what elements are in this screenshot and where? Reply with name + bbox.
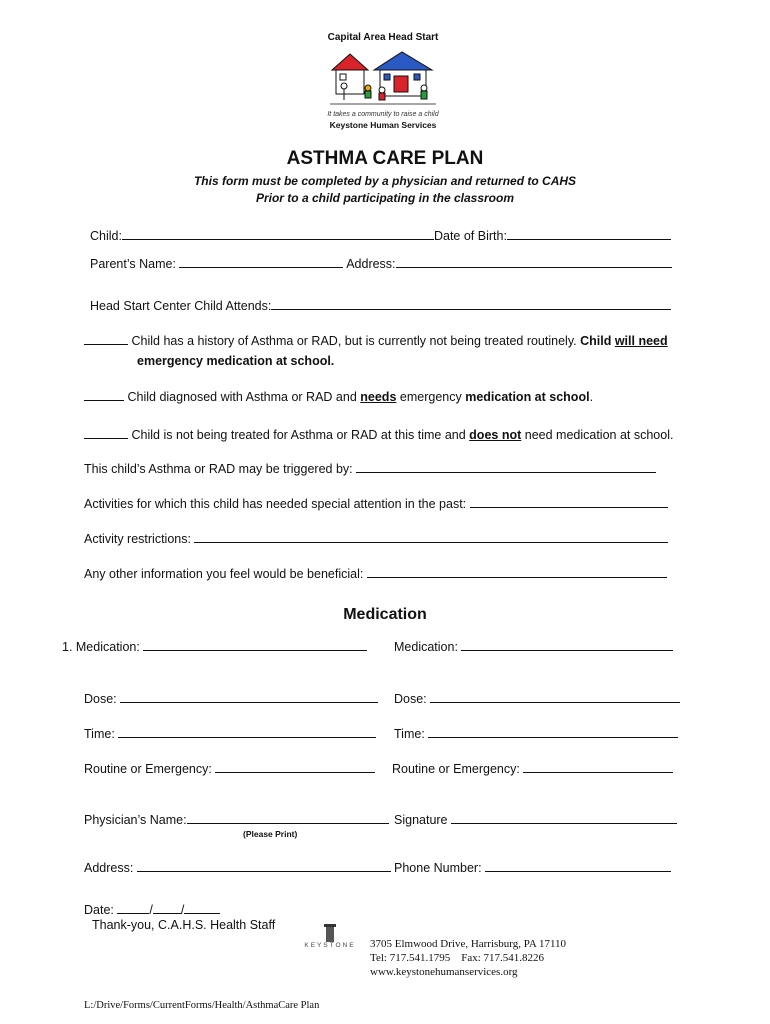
file-path: L:/Drive/Forms/CurrentForms/Health/AsthmaCare Plan <box>84 1000 320 1011</box>
trigger-row <box>84 461 656 477</box>
center-row <box>90 298 671 314</box>
other-field[interactable] <box>367 566 667 578</box>
option-2 <box>84 389 593 405</box>
option-2-medication: medication at school <box>465 390 590 404</box>
keystone-logo <box>298 922 362 962</box>
dob-field[interactable] <box>507 228 671 240</box>
activities-field[interactable] <box>470 496 668 508</box>
activities-row <box>84 496 668 512</box>
phone-label: Phone Number: <box>394 861 482 875</box>
time1-field[interactable] <box>118 726 376 738</box>
option-3-does-not: does not <box>469 428 522 442</box>
address-field[interactable] <box>396 256 672 268</box>
option-1-cont <box>137 354 334 369</box>
med1-field[interactable] <box>143 639 367 651</box>
option-2-check[interactable] <box>84 389 124 401</box>
date-row: Date: / / <box>84 902 220 918</box>
parent-label: Parent’s Name: <box>90 257 176 271</box>
option-3 <box>84 427 673 443</box>
med1-label: 1. Medication: <box>62 640 140 654</box>
subtitle-2: Prior to a child participating in the classroom <box>255 191 515 205</box>
parent-row <box>90 256 672 272</box>
restrictions-row <box>84 531 668 547</box>
option-2-emergency: emergency <box>399 390 462 404</box>
option-3-text: Child is not being treated for Asthma or RAD at this time and <box>131 428 466 442</box>
med2-field[interactable] <box>461 639 673 651</box>
option-3-end: need medication at school. <box>524 428 674 442</box>
dose1-row <box>84 691 378 707</box>
option-2-text: Child diagnosed with Asthma or RAD and <box>127 390 357 404</box>
time2-label: Time: <box>394 727 425 741</box>
center-field[interactable] <box>271 298 671 310</box>
logo-title: Capital Area Head Start <box>327 32 439 43</box>
time2-row <box>394 726 678 742</box>
parent-field[interactable] <box>179 256 343 268</box>
medication-heading: Medication <box>343 606 427 623</box>
option-1-text: Child has a history of Asthma or RAD, but is currently not being treated routinely. <box>131 334 577 348</box>
center-label: Head Start Center Child Attends: <box>90 299 272 313</box>
dob-label: Date of Birth: <box>433 229 507 243</box>
routine1-row <box>84 761 375 777</box>
phone-field[interactable] <box>485 860 671 872</box>
med2-row <box>394 639 673 655</box>
date-year-field[interactable] <box>184 902 220 914</box>
logo-org: Keystone Human Services <box>329 120 437 130</box>
routine1-field[interactable] <box>215 761 375 773</box>
dose2-row <box>394 691 680 707</box>
phone-row <box>394 860 671 876</box>
date-day-field[interactable] <box>153 902 181 914</box>
dose1-label: Dose: <box>84 692 117 706</box>
dose2-field[interactable] <box>430 691 680 703</box>
option-3-check[interactable] <box>84 427 128 439</box>
date-label: Date: <box>84 903 114 917</box>
med2-label: Medication: <box>394 640 458 654</box>
routine2-label: Routine or Emergency: <box>392 762 520 776</box>
time1-row <box>84 726 376 742</box>
option-1 <box>84 333 668 349</box>
physician-address-row <box>84 860 391 876</box>
physician-label: Physician’s Name: <box>84 813 187 827</box>
footer-addr-2: Tel: 717.541.1795 Fax: 717.541.8226 <box>370 952 545 964</box>
option-1-child: Child <box>580 334 612 348</box>
child-field[interactable] <box>122 228 434 240</box>
option-2-period: . <box>589 390 594 404</box>
routine2-row <box>392 761 673 777</box>
houses-illustration-icon <box>328 46 440 110</box>
physician-address-field[interactable] <box>137 860 391 872</box>
please-print-note: (Please Print) <box>243 829 298 839</box>
child-label: Child: <box>90 229 122 243</box>
footer-address <box>370 937 566 979</box>
physician-row <box>84 812 389 828</box>
dose2-label: Dose: <box>394 692 427 706</box>
signature-field[interactable] <box>451 812 677 824</box>
time1-label: Time: <box>84 727 115 741</box>
med1-row <box>62 639 367 655</box>
date-month-field[interactable] <box>117 902 149 914</box>
activities-label: Activities for which this child has needed special attention in the past: <box>84 497 467 511</box>
signature-label: Signature <box>394 813 448 827</box>
capital-area-head-start-logo <box>318 32 448 132</box>
option-1-will-need: will need <box>614 334 668 348</box>
option-1-emergency: emergency medication at school. <box>137 354 335 368</box>
footer-addr-3: www.keystonehumanservices.org <box>370 966 518 978</box>
thanks-text: Thank-you, C.A.H.S. Health Staff <box>92 918 276 932</box>
logo-tagline: It takes a community to raise a child <box>327 111 439 118</box>
trigger-field[interactable] <box>356 461 656 473</box>
routine2-field[interactable] <box>523 761 673 773</box>
physician-field[interactable] <box>187 812 389 824</box>
other-label: Any other information you feel would be beneficial: <box>84 567 364 581</box>
footer-addr-1: 3705 Elmwood Drive, Harrisburg, PA 17110 <box>370 938 567 950</box>
signature-row <box>394 812 677 828</box>
keystone-wordmark: KEYSTONE <box>304 942 356 949</box>
routine1-label: Routine or Emergency: <box>84 762 212 776</box>
subtitle-1: This form must be completed by a physician and returned to CAHS <box>193 174 577 188</box>
restrictions-label: Activity restrictions: <box>84 532 191 546</box>
restrictions-field[interactable] <box>194 531 668 543</box>
option-2-needs: needs <box>360 390 397 404</box>
trigger-label: This child’s Asthma or RAD may be triggered by: <box>84 462 353 476</box>
page-title: ASTHMA CARE PLAN <box>286 148 484 169</box>
other-row <box>84 566 667 582</box>
child-row <box>90 228 671 244</box>
dose1-field[interactable] <box>120 691 378 703</box>
physician-address-label: Address: <box>84 861 134 875</box>
time2-field[interactable] <box>428 726 678 738</box>
option-1-check[interactable] <box>84 333 128 345</box>
address-label: Address: <box>346 257 396 271</box>
